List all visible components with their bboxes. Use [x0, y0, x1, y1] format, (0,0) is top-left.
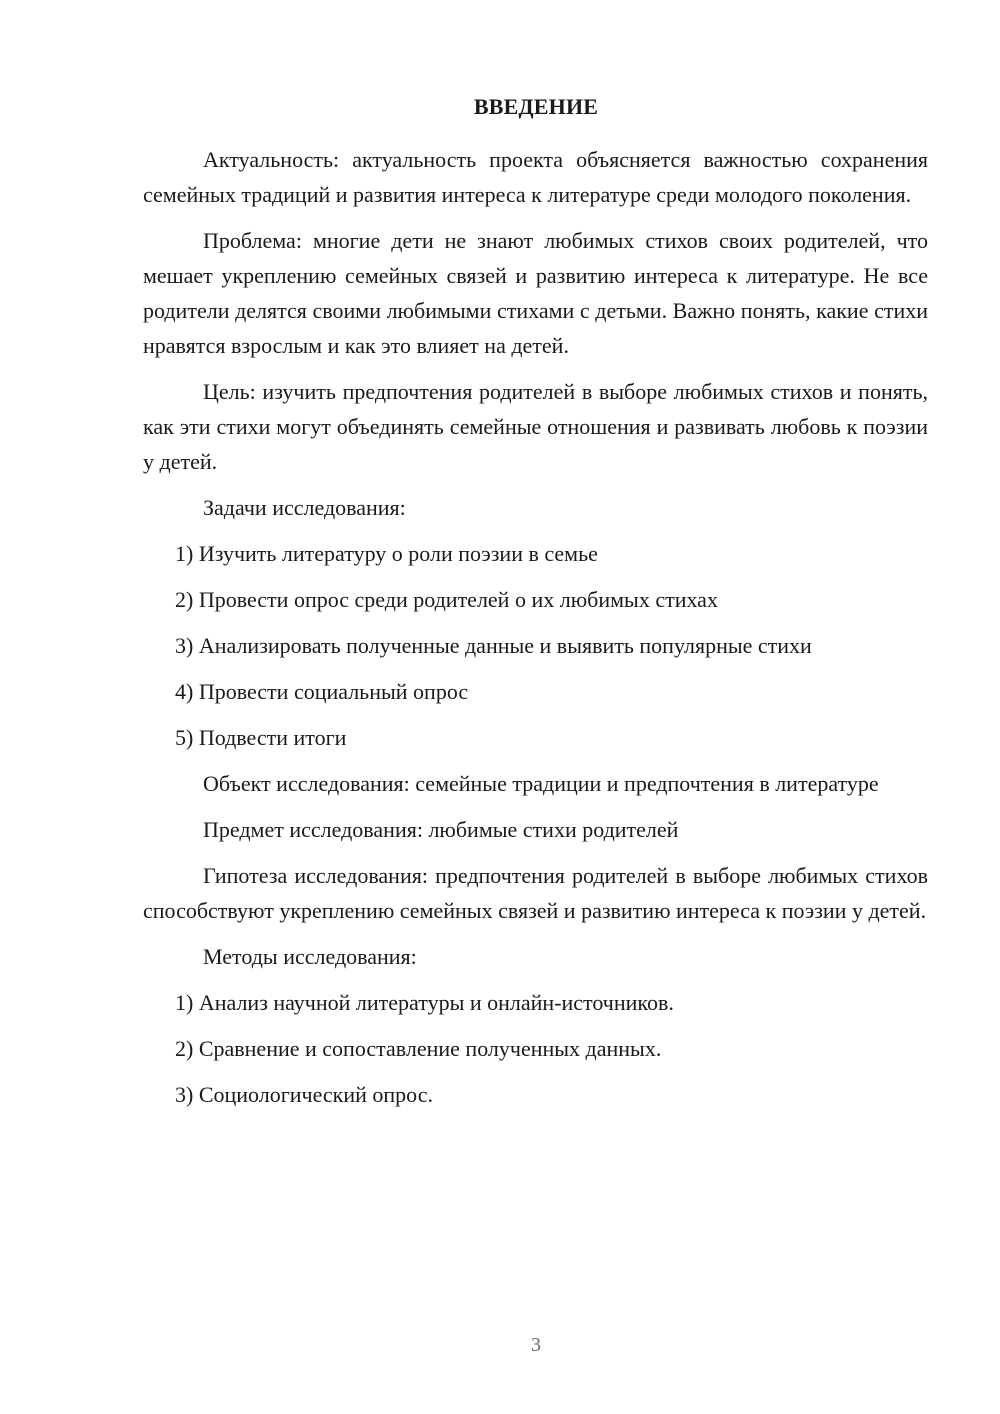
task-item: 2) Провести опрос среди родителей о их любимых стихах: [175, 587, 718, 612]
methods-heading: Методы исследования:: [203, 944, 417, 969]
goal-paragraph: Цель: изучить предпочтения родителей в выборе любимых стихов и понять, как эти стихи могут объединять семейные отношения и развивать любовь к поэзии у детей.: [143, 379, 928, 474]
page-number: 3: [531, 1334, 541, 1356]
task-item: 3) Анализировать полученные данные и выявить популярные стихи: [175, 633, 812, 658]
method-item: 2) Сравнение и сопоставление полученных данных.: [175, 1036, 662, 1061]
subject-paragraph: Предмет исследования: любимые стихи родителей: [203, 817, 679, 842]
page-title: ВВЕДЕНИЕ: [473, 94, 599, 119]
task-item: 5) Подвести итоги: [175, 725, 347, 750]
task-item: 1) Изучить литературу о роли поэзии в семье: [175, 541, 598, 566]
method-item: 3) Социологический опрос.: [175, 1082, 433, 1107]
document-body: [143, 142, 928, 1123]
task-item: 4) Провести социальный опрос: [175, 679, 469, 704]
hypothesis-paragraph: Гипотеза исследования: предпочтения родителей в выборе любимых стихов способствуют укреплению семейных связей и развитию интереса к поэзии у детей.: [143, 863, 928, 923]
object-paragraph: Объект исследования: семейные традиции и предпочтения в литературе: [203, 771, 879, 796]
relevance-paragraph: Актуальность: актуальность проекта объясняется важностью сохранения семейных традиций и развития интереса к литературе среди молодого поколения.: [143, 147, 928, 207]
problem-paragraph: Проблема: многие дети не знают любимых стихов своих родителей, что мешает укреплению семейных связей и развитию интереса к литературе. Не все родители делятся своими любимыми стихами с детьми. Важно понять, какие стихи нравятся взрослым и как это влияет на детей.: [143, 228, 928, 358]
method-item: 1) Анализ научной литературы и онлайн-источников.: [175, 990, 674, 1015]
tasks-heading: Задачи исследования:: [203, 495, 406, 520]
